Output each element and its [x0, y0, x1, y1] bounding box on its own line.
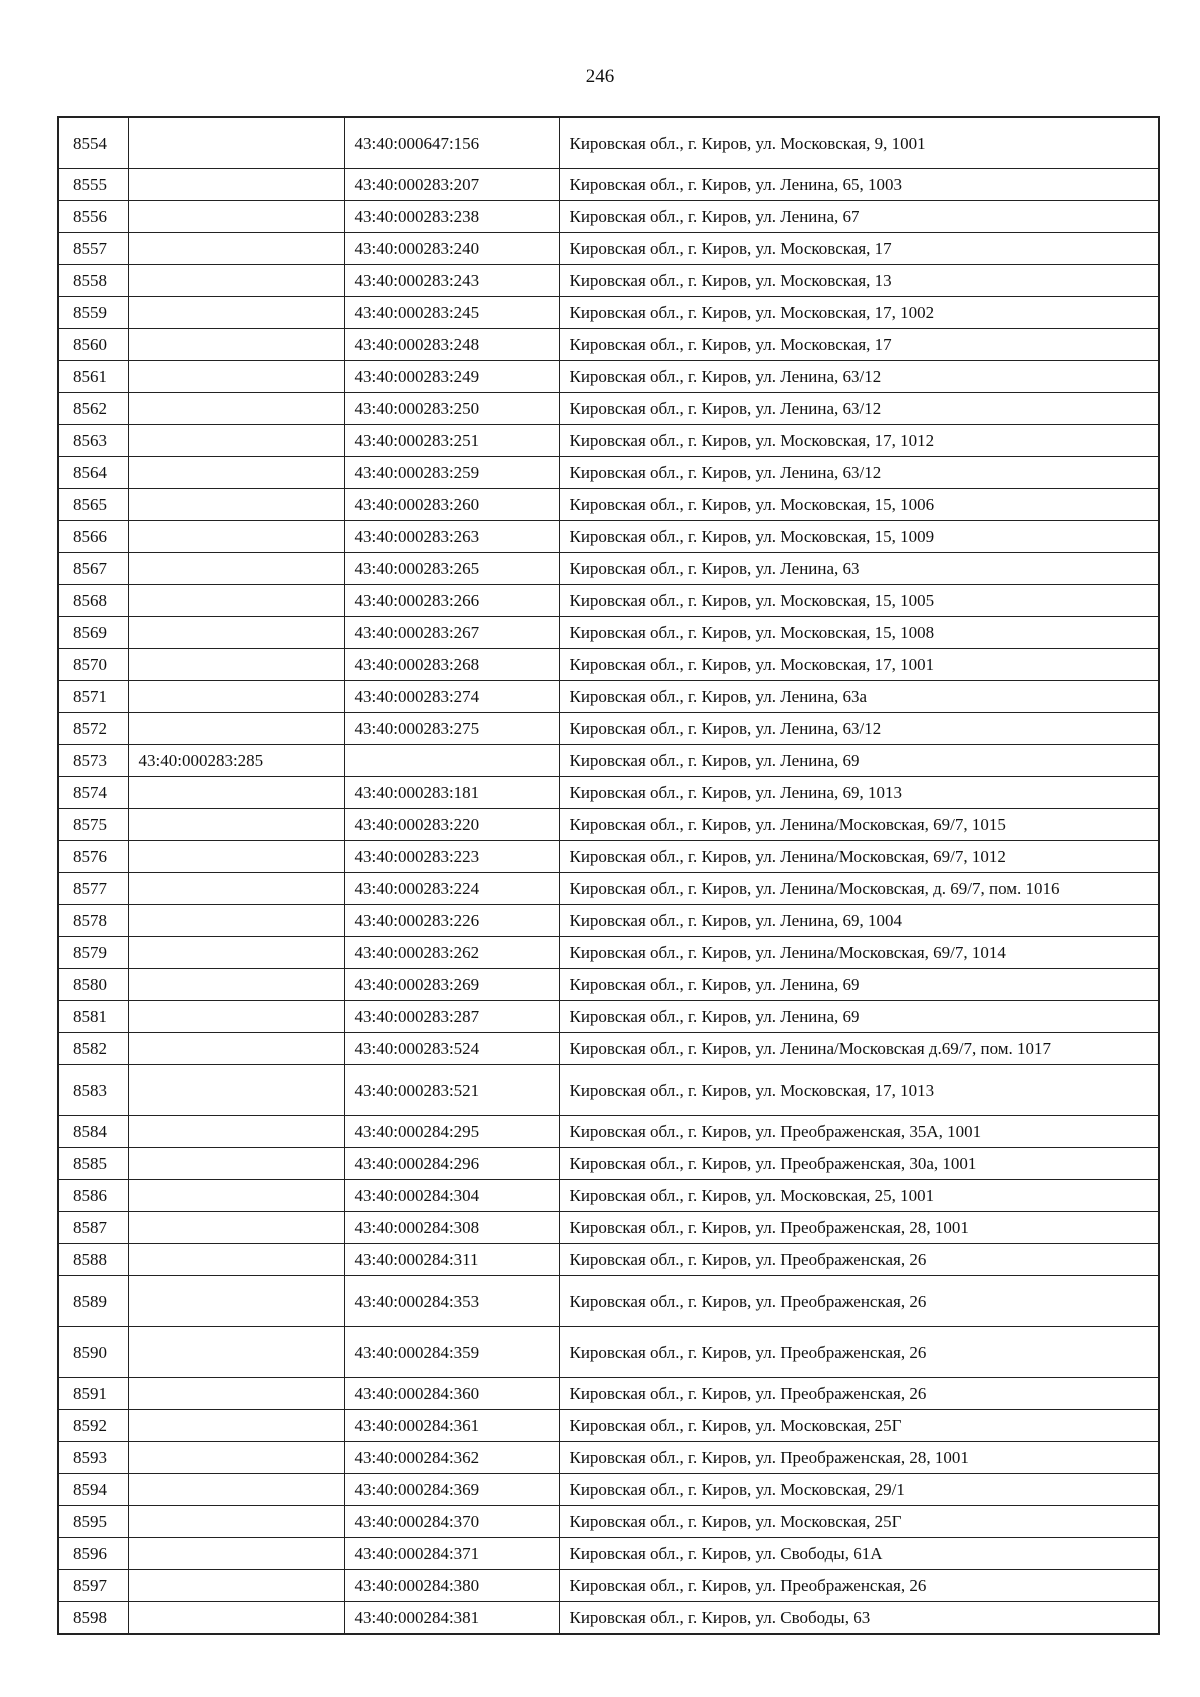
table-row: [58, 169, 1159, 201]
object-cadastral-number-cell: 43:40:000283:223: [344, 841, 559, 873]
land-cadastral-number-cell: [128, 841, 344, 873]
table-row: [58, 117, 1159, 169]
address-cell: Кировская обл., г. Киров, ул. Преображенская, 26: [559, 1378, 1159, 1410]
row-number-cell: 8561: [58, 361, 128, 393]
land-cadastral-number-cell: [128, 1276, 344, 1327]
land-cadastral-number-cell: [128, 457, 344, 489]
row-number-cell: 8556: [58, 201, 128, 233]
table-row: [58, 361, 1159, 393]
table-row: [58, 905, 1159, 937]
table-row: [58, 1327, 1159, 1378]
address-cell: Кировская обл., г. Киров, ул. Преображенская, 28, 1001: [559, 1442, 1159, 1474]
table-row: [58, 1212, 1159, 1244]
object-cadastral-number-cell: 43:40:000284:304: [344, 1180, 559, 1212]
address-cell: Кировская обл., г. Киров, ул. Ленина, 63/12: [559, 713, 1159, 745]
table-row: [58, 1442, 1159, 1474]
row-number-cell: 8563: [58, 425, 128, 457]
land-cadastral-number-cell: [128, 393, 344, 425]
table-row: [58, 1474, 1159, 1506]
land-cadastral-number-cell: [128, 1378, 344, 1410]
table-row: [58, 713, 1159, 745]
table-row: [58, 1506, 1159, 1538]
row-number-cell: 8566: [58, 521, 128, 553]
address-cell: Кировская обл., г. Киров, ул. Ленина, 63/12: [559, 457, 1159, 489]
row-number-cell: 8591: [58, 1378, 128, 1410]
row-number-cell: 8590: [58, 1327, 128, 1378]
land-cadastral-number-cell: [128, 489, 344, 521]
object-cadastral-number-cell: 43:40:000283:259: [344, 457, 559, 489]
address-cell: Кировская обл., г. Киров, ул. Преображенская, 28, 1001: [559, 1212, 1159, 1244]
land-cadastral-number-cell: [128, 329, 344, 361]
table-row: [58, 393, 1159, 425]
land-cadastral-number-cell: [128, 1538, 344, 1570]
object-cadastral-number-cell: 43:40:000284:380: [344, 1570, 559, 1602]
address-cell: Кировская обл., г. Киров, ул. Ленина, 65, 1003: [559, 169, 1159, 201]
object-cadastral-number-cell: 43:40:000284:370: [344, 1506, 559, 1538]
object-cadastral-number-cell: 43:40:000283:243: [344, 265, 559, 297]
row-number-cell: 8589: [58, 1276, 128, 1327]
land-cadastral-number-cell: [128, 905, 344, 937]
table-row: [58, 1180, 1159, 1212]
land-cadastral-number-cell: [128, 117, 344, 169]
table-row: [58, 201, 1159, 233]
table-row: [58, 745, 1159, 777]
row-number-cell: 8569: [58, 617, 128, 649]
land-cadastral-number-cell: [128, 201, 344, 233]
land-cadastral-number-cell: [128, 1570, 344, 1602]
row-number-cell: 8597: [58, 1570, 128, 1602]
address-cell: Кировская обл., г. Киров, ул. Ленина/Московская д.69/7, пом. 1017: [559, 1033, 1159, 1065]
land-cadastral-number-cell: [128, 873, 344, 905]
object-cadastral-number-cell: 43:40:000283:266: [344, 585, 559, 617]
table-row: [58, 457, 1159, 489]
property-registry-table: [57, 116, 1160, 1635]
land-cadastral-number-cell: [128, 169, 344, 201]
table-row: [58, 553, 1159, 585]
land-cadastral-number-cell: [128, 553, 344, 585]
table-row: [58, 489, 1159, 521]
land-cadastral-number-cell: [128, 1602, 344, 1635]
object-cadastral-number-cell: 43:40:000283:181: [344, 777, 559, 809]
row-number-cell: 8564: [58, 457, 128, 489]
row-number-cell: 8557: [58, 233, 128, 265]
object-cadastral-number-cell: 43:40:000283:240: [344, 233, 559, 265]
address-cell: Кировская обл., г. Киров, ул. Московская, 15, 1009: [559, 521, 1159, 553]
address-cell: Кировская обл., г. Киров, ул. Преображенская, 26: [559, 1570, 1159, 1602]
page-number: 246: [585, 66, 615, 87]
land-cadastral-number-cell: [128, 777, 344, 809]
address-cell: Кировская обл., г. Киров, ул. Московская, 25Г: [559, 1506, 1159, 1538]
land-cadastral-number-cell: [128, 713, 344, 745]
row-number-cell: 8562: [58, 393, 128, 425]
object-cadastral-number-cell: 43:40:000283:248: [344, 329, 559, 361]
object-cadastral-number-cell: 43:40:000283:521: [344, 1065, 559, 1116]
object-cadastral-number-cell: 43:40:000283:274: [344, 681, 559, 713]
object-cadastral-number-cell: 43:40:000283:245: [344, 297, 559, 329]
row-number-cell: 8580: [58, 969, 128, 1001]
object-cadastral-number-cell: 43:40:000283:250: [344, 393, 559, 425]
address-cell: Кировская обл., г. Киров, ул. Ленина/Московская, 69/7, 1012: [559, 841, 1159, 873]
address-cell: Кировская обл., г. Киров, ул. Московская, 15, 1005: [559, 585, 1159, 617]
row-number-cell: 8571: [58, 681, 128, 713]
row-number-cell: 8592: [58, 1410, 128, 1442]
address-cell: Кировская обл., г. Киров, ул. Преображенская, 35А, 1001: [559, 1116, 1159, 1148]
object-cadastral-number-cell: 43:40:000284:361: [344, 1410, 559, 1442]
address-cell: Кировская обл., г. Киров, ул. Ленина/Московская, 69/7, 1014: [559, 937, 1159, 969]
row-number-cell: 8582: [58, 1033, 128, 1065]
table-row: [58, 1276, 1159, 1327]
table-row: [58, 1148, 1159, 1180]
address-cell: Кировская обл., г. Киров, ул. Ленина, 69, 1004: [559, 905, 1159, 937]
table-row: [58, 937, 1159, 969]
row-number-cell: 8576: [58, 841, 128, 873]
table-row: [58, 873, 1159, 905]
object-cadastral-number-cell: 43:40:000283:268: [344, 649, 559, 681]
address-cell: Кировская обл., г. Киров, ул. Московская, 15, 1008: [559, 617, 1159, 649]
row-number-cell: 8554: [58, 117, 128, 169]
object-cadastral-number-cell: 43:40:000283:251: [344, 425, 559, 457]
row-number-cell: 8596: [58, 1538, 128, 1570]
address-cell: Кировская обл., г. Киров, ул. Московская, 17: [559, 329, 1159, 361]
object-cadastral-number-cell: 43:40:000283:265: [344, 553, 559, 585]
object-cadastral-number-cell: 43:40:000284:353: [344, 1276, 559, 1327]
land-cadastral-number-cell: [128, 809, 344, 841]
land-cadastral-number-cell: [128, 1065, 344, 1116]
row-number-cell: 8583: [58, 1065, 128, 1116]
land-cadastral-number-cell: [128, 265, 344, 297]
object-cadastral-number-cell: 43:40:000283:224: [344, 873, 559, 905]
object-cadastral-number-cell: 43:40:000283:260: [344, 489, 559, 521]
row-number-cell: 8555: [58, 169, 128, 201]
land-cadastral-number-cell: [128, 649, 344, 681]
table-row: [58, 809, 1159, 841]
row-number-cell: 8585: [58, 1148, 128, 1180]
table-row: [58, 649, 1159, 681]
object-cadastral-number-cell: 43:40:000283:263: [344, 521, 559, 553]
address-cell: Кировская обл., г. Киров, ул. Ленина/Московская, д. 69/7, пом. 1016: [559, 873, 1159, 905]
row-number-cell: 8586: [58, 1180, 128, 1212]
land-cadastral-number-cell: [128, 1212, 344, 1244]
land-cadastral-number-cell: [128, 1327, 344, 1378]
table-row: [58, 681, 1159, 713]
row-number-cell: 8565: [58, 489, 128, 521]
table-row: [58, 265, 1159, 297]
row-number-cell: 8578: [58, 905, 128, 937]
address-cell: Кировская обл., г. Киров, ул. Московская, 17, 1002: [559, 297, 1159, 329]
land-cadastral-number-cell: [128, 425, 344, 457]
address-cell: Кировская обл., г. Киров, ул. Ленина, 69: [559, 745, 1159, 777]
object-cadastral-number-cell: 43:40:000284:308: [344, 1212, 559, 1244]
table-row: [58, 521, 1159, 553]
table-row: [58, 1570, 1159, 1602]
land-cadastral-number-cell: [128, 937, 344, 969]
row-number-cell: 8573: [58, 745, 128, 777]
address-cell: Кировская обл., г. Киров, ул. Московская, 25, 1001: [559, 1180, 1159, 1212]
land-cadastral-number-cell: [128, 585, 344, 617]
address-cell: Кировская обл., г. Киров, ул. Ленина, 69, 1013: [559, 777, 1159, 809]
land-cadastral-number-cell: [128, 1442, 344, 1474]
land-cadastral-number-cell: [128, 1116, 344, 1148]
land-cadastral-number-cell: [128, 969, 344, 1001]
object-cadastral-number-cell: 43:40:000283:275: [344, 713, 559, 745]
table-row: [58, 1116, 1159, 1148]
address-cell: Кировская обл., г. Киров, ул. Московская, 9, 1001: [559, 117, 1159, 169]
land-cadastral-number-cell: [128, 1410, 344, 1442]
object-cadastral-number-cell: 43:40:000284:295: [344, 1116, 559, 1148]
object-cadastral-number-cell: 43:40:000284:296: [344, 1148, 559, 1180]
row-number-cell: 8595: [58, 1506, 128, 1538]
address-cell: Кировская обл., г. Киров, ул. Московская, 17, 1001: [559, 649, 1159, 681]
address-cell: Кировская обл., г. Киров, ул. Свободы, 63: [559, 1602, 1159, 1635]
address-cell: Кировская обл., г. Киров, ул. Московская, 15, 1006: [559, 489, 1159, 521]
row-number-cell: 8584: [58, 1116, 128, 1148]
address-cell: Кировская обл., г. Киров, ул. Московская, 25Г: [559, 1410, 1159, 1442]
address-cell: Кировская обл., г. Киров, ул. Ленина, 69: [559, 1001, 1159, 1033]
address-cell: Кировская обл., г. Киров, ул. Ленина, 63а: [559, 681, 1159, 713]
address-cell: Кировская обл., г. Киров, ул. Ленина, 63/12: [559, 393, 1159, 425]
row-number-cell: 8559: [58, 297, 128, 329]
address-cell: Кировская обл., г. Киров, ул. Московская, 17, 1012: [559, 425, 1159, 457]
row-number-cell: 8594: [58, 1474, 128, 1506]
object-cadastral-number-cell: 43:40:000283:238: [344, 201, 559, 233]
object-cadastral-number-cell: 43:40:000284:311: [344, 1244, 559, 1276]
land-cadastral-number-cell: [128, 1180, 344, 1212]
address-cell: Кировская обл., г. Киров, ул. Ленина, 67: [559, 201, 1159, 233]
land-cadastral-number-cell: 43:40:000283:285: [128, 745, 344, 777]
table-row: [58, 297, 1159, 329]
registry-body: [58, 117, 1159, 1634]
land-cadastral-number-cell: [128, 297, 344, 329]
object-cadastral-number-cell: 43:40:000284:362: [344, 1442, 559, 1474]
row-number-cell: 8572: [58, 713, 128, 745]
table-row: [58, 1410, 1159, 1442]
object-cadastral-number-cell: 43:40:000284:371: [344, 1538, 559, 1570]
land-cadastral-number-cell: [128, 1148, 344, 1180]
table-row: [58, 1378, 1159, 1410]
row-number-cell: 8593: [58, 1442, 128, 1474]
address-cell: Кировская обл., г. Киров, ул. Преображенская, 26: [559, 1327, 1159, 1378]
row-number-cell: 8568: [58, 585, 128, 617]
object-cadastral-number-cell: 43:40:000283:262: [344, 937, 559, 969]
object-cadastral-number-cell: 43:40:000283:220: [344, 809, 559, 841]
object-cadastral-number-cell: 43:40:000283:226: [344, 905, 559, 937]
table-row: [58, 777, 1159, 809]
address-cell: Кировская обл., г. Киров, ул. Ленина, 63/12: [559, 361, 1159, 393]
table-row: [58, 1244, 1159, 1276]
object-cadastral-number-cell: 43:40:000284:369: [344, 1474, 559, 1506]
row-number-cell: 8558: [58, 265, 128, 297]
row-number-cell: 8581: [58, 1001, 128, 1033]
object-cadastral-number-cell: 43:40:000283:249: [344, 361, 559, 393]
object-cadastral-number-cell: 43:40:000284:360: [344, 1378, 559, 1410]
address-cell: Кировская обл., г. Киров, ул. Ленина, 63: [559, 553, 1159, 585]
land-cadastral-number-cell: [128, 1506, 344, 1538]
object-cadastral-number-cell: 43:40:000647:156: [344, 117, 559, 169]
address-cell: Кировская обл., г. Киров, ул. Московская, 17, 1013: [559, 1065, 1159, 1116]
row-number-cell: 8588: [58, 1244, 128, 1276]
table-row: [58, 969, 1159, 1001]
land-cadastral-number-cell: [128, 1244, 344, 1276]
table-row: [58, 1001, 1159, 1033]
row-number-cell: 8587: [58, 1212, 128, 1244]
address-cell: Кировская обл., г. Киров, ул. Преображенская, 26: [559, 1244, 1159, 1276]
table-row: [58, 1538, 1159, 1570]
address-cell: Кировская обл., г. Киров, ул. Свободы, 61А: [559, 1538, 1159, 1570]
object-cadastral-number-cell: 43:40:000284:381: [344, 1602, 559, 1635]
address-cell: Кировская обл., г. Киров, ул. Ленина, 69: [559, 969, 1159, 1001]
row-number-cell: 8598: [58, 1602, 128, 1635]
table-row: [58, 1602, 1159, 1635]
table-row: [58, 1065, 1159, 1116]
address-cell: Кировская обл., г. Киров, ул. Преображенская, 26: [559, 1276, 1159, 1327]
land-cadastral-number-cell: [128, 1001, 344, 1033]
table-row: [58, 841, 1159, 873]
row-number-cell: 8570: [58, 649, 128, 681]
land-cadastral-number-cell: [128, 1474, 344, 1506]
land-cadastral-number-cell: [128, 521, 344, 553]
row-number-cell: 8579: [58, 937, 128, 969]
table-row: [58, 425, 1159, 457]
row-number-cell: 8567: [58, 553, 128, 585]
object-cadastral-number-cell: 43:40:000283:207: [344, 169, 559, 201]
land-cadastral-number-cell: [128, 1033, 344, 1065]
table-row: [58, 233, 1159, 265]
table-row: [58, 585, 1159, 617]
row-number-cell: 8577: [58, 873, 128, 905]
row-number-cell: 8560: [58, 329, 128, 361]
object-cadastral-number-cell: [344, 745, 559, 777]
table-row: [58, 1033, 1159, 1065]
row-number-cell: 8575: [58, 809, 128, 841]
address-cell: Кировская обл., г. Киров, ул. Московская, 29/1: [559, 1474, 1159, 1506]
address-cell: Кировская обл., г. Киров, ул. Ленина/Московская, 69/7, 1015: [559, 809, 1159, 841]
address-cell: Кировская обл., г. Киров, ул. Московская, 17: [559, 233, 1159, 265]
land-cadastral-number-cell: [128, 681, 344, 713]
land-cadastral-number-cell: [128, 617, 344, 649]
table-row: [58, 617, 1159, 649]
land-cadastral-number-cell: [128, 233, 344, 265]
object-cadastral-number-cell: 43:40:000283:267: [344, 617, 559, 649]
object-cadastral-number-cell: 43:40:000284:359: [344, 1327, 559, 1378]
object-cadastral-number-cell: 43:40:000283:287: [344, 1001, 559, 1033]
land-cadastral-number-cell: [128, 361, 344, 393]
row-number-cell: 8574: [58, 777, 128, 809]
address-cell: Кировская обл., г. Киров, ул. Преображенская, 30а, 1001: [559, 1148, 1159, 1180]
object-cadastral-number-cell: 43:40:000283:269: [344, 969, 559, 1001]
table-row: [58, 329, 1159, 361]
object-cadastral-number-cell: 43:40:000283:524: [344, 1033, 559, 1065]
address-cell: Кировская обл., г. Киров, ул. Московская, 13: [559, 265, 1159, 297]
